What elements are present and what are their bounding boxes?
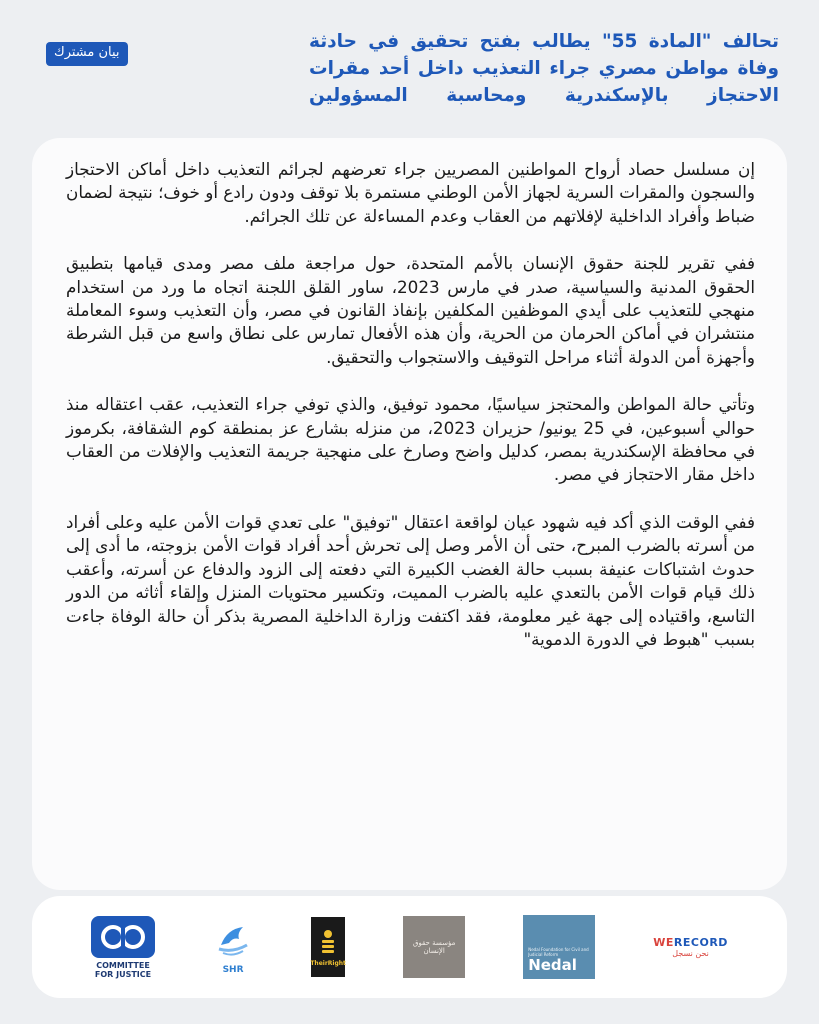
- their-right-logo: [311, 917, 345, 977]
- paragraph: ففي الوقت الذي أكد فيه شهود عيان لواقعة اعتقال "توفيق" على تعدي قوات الأمن عليه وعلى أفراد من أسرته بالضرب المبرح، حتى أن الأمر وصل إلى تحرش أحد أفراد قوات الأمن بزوجته، ما أدى إلى حدوث اشتباكات عنيفة بسبب حالة الغضب الكبيرة التي دفعته إلى الزود والدفاع عن أسرته، وأعقب ذلك قيام قوات الأمن بالتعدي عليه بالضرب المميت، وتكسير محتويات المنزل وإلقاء أثاثه من الدور التاسع، واقتياده إلى جهة غير معلومة، فقد اكتفت وزارة الداخلية المصرية بذكر أن حالة الوفاة جاءت بسبب "هبوط في الدورة الدموية": [66, 511, 755, 649]
- statement-body: [66, 158, 755, 675]
- fist-icon: [318, 928, 338, 958]
- human-rights-foundation-logo: [403, 916, 465, 978]
- statement-badge: بيان مشترك: [46, 42, 128, 66]
- cfj-line1: COMMITTEE: [96, 960, 150, 970]
- we-record-record: RECORD: [673, 936, 728, 949]
- we-record-we: WE: [653, 936, 674, 949]
- page-title: [309, 28, 779, 109]
- committee-for-justice-logo: [91, 916, 155, 979]
- nedal-foundation-logo: [523, 915, 595, 979]
- dove-icon: [213, 919, 253, 963]
- header: [40, 28, 779, 118]
- paragraph: إن مسلسل حصاد أرواح المواطنين المصريين جراء تعرضهم لجرائم التعذيب داخل أماكن الاحتجاز والسجون والمقرات السرية لجهاز الأمن الوطني مستمرة بلا توقف ودون رادع أو خوف؛ نتيجة لضمان ضباط وأفراد الداخلية لإفلاتهم من العقاب وعدم المساءلة عن تلك الجرائم.: [66, 159, 755, 226]
- nedal-subtitle: Nedal Foundation for Civil and Judicial Reform: [528, 947, 589, 957]
- ahr-label: مؤسسة حقوق الإنسان: [403, 916, 465, 978]
- title-line: تحالف "المادة 55" يطالب بفتح تحقيق في حادثة: [309, 31, 779, 52]
- cfj-line2: FOR JUSTICE: [94, 969, 152, 979]
- cfj-logo-icon: [91, 916, 155, 958]
- title-line: وفاة مواطن مصري جراء التعذيب داخل أحد مقرات: [309, 58, 779, 79]
- we-record-logo: [653, 936, 728, 958]
- paragraph: ففي تقرير للجنة حقوق الإنسان بالأمم المتحدة، حول مراجعة ملف مصر ومدى قيامها بتطبيق الحقوق المدنية والسياسية، صدر في مارس 2023، ساور القلق اللجنة اتجاه ما ورد من استخدام منهجي للتعذيب على أيدي الموظفين المكلفين بإنفاذ القانون في مصر، وأن التعذيب وسوء المعاملة منتشران في أماكن الحرمان من الحرية، وأن هذه الأفعال تمارس على نطاق واسع من قبل الشرطة وأجهزة أمن الدولة أثناء مراحل التوقيف والاستجواب والتحقيق.: [66, 253, 755, 367]
- nedal-label: Nedal: [528, 956, 577, 974]
- title-line: الاحتجاز بالإسكندرية ومحاسبة المسؤولين: [309, 85, 779, 106]
- we-record-arabic: نحن نسجل: [672, 949, 709, 958]
- their-right-label: TheirRight: [310, 959, 346, 967]
- shr-logo: [213, 919, 253, 975]
- partner-logos-bar: [32, 896, 787, 998]
- shr-label: SHR: [222, 965, 244, 975]
- statement-card: [32, 138, 787, 890]
- paragraph: وتأتي حالة المواطن والمحتجز سياسيًا، محمود توفيق، والذي توفي جراء التعذيب، عقب اعتقاله منذ حوالي أسبوعين، في 25 يونيو/ حزيران 2023، من منزله بشارع عز بمنطقة كوم الشقافة، بكرموز في محافظة الإسكندرية بمصر، كدليل واضح وصارخ على منهجية جريمة التعذيب والإفلات من العقاب داخل مقار الاحتجاز في مصر.: [66, 394, 755, 485]
